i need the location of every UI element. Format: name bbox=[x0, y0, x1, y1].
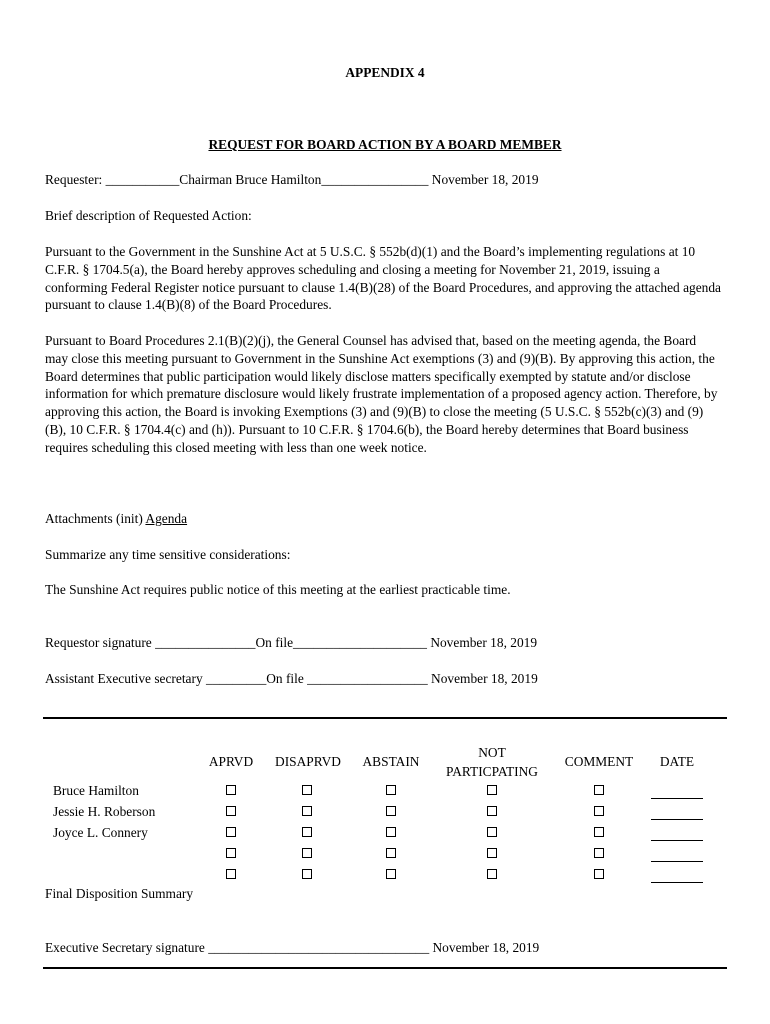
checkbox-comment[interactable] bbox=[594, 827, 604, 837]
col-header-disaprvd: DISAPRVD bbox=[275, 754, 341, 769]
checkbox-not-participating[interactable] bbox=[487, 827, 497, 837]
col-header-abstain: ABSTAIN bbox=[362, 754, 420, 769]
col-header-participating: PARTICPATING bbox=[446, 764, 538, 779]
col-header-date: DATE bbox=[659, 754, 695, 769]
checkbox-comment[interactable] bbox=[594, 848, 604, 858]
date-blank-line[interactable] bbox=[651, 882, 703, 883]
time-sensitive-text: The Sunshine Act requires public notice of this meeting at the earliest practicable time. bbox=[45, 582, 511, 597]
checkbox-aprvd[interactable] bbox=[226, 869, 236, 879]
checkbox-abstain[interactable] bbox=[386, 827, 396, 837]
checkbox-aprvd[interactable] bbox=[226, 827, 236, 837]
checkbox-not-participating[interactable] bbox=[487, 785, 497, 795]
checkbox-abstain[interactable] bbox=[386, 806, 396, 816]
checkbox-abstain[interactable] bbox=[386, 848, 396, 858]
checkbox-disaprvd[interactable] bbox=[302, 785, 312, 795]
checkbox-not-participating[interactable] bbox=[487, 848, 497, 858]
attachments-label: Attachments (init) bbox=[45, 511, 146, 526]
paragraph-approval: Pursuant to the Government in the Sunshine Act at 5 U.S.C. § 552b(d)(1) and the Board’s implementing regulations at 10 C.F.R. § 1704.5(a), the Board hereby approves scheduling and closing a meeting for November 21, 2019, issuing a conforming Federal Register notice pursuant to clause 1.4(B)(28) of the Board Procedures, and approving the attached agenda pursuant to clause 1.4(B)(8) of the Board Procedures. bbox=[45, 244, 722, 313]
col-header-aprvd: APRVD bbox=[208, 754, 254, 769]
checkbox-abstain[interactable] bbox=[386, 785, 396, 795]
date-blank-line[interactable] bbox=[651, 861, 703, 862]
appendix-title: APPENDIX 4 bbox=[345, 65, 425, 80]
top-divider bbox=[43, 717, 727, 719]
checkbox-comment[interactable] bbox=[594, 806, 604, 816]
requestor-signature-line: Requestor signature _______________On file____________________ November 18, 2019 bbox=[45, 635, 538, 650]
checkbox-aprvd[interactable] bbox=[226, 848, 236, 858]
checkbox-abstain[interactable] bbox=[386, 869, 396, 879]
checkbox-not-participating[interactable] bbox=[487, 806, 497, 816]
bottom-divider bbox=[43, 967, 727, 969]
date-blank-line[interactable] bbox=[651, 819, 703, 820]
date-blank-line[interactable] bbox=[651, 798, 703, 799]
member-name: Bruce Hamilton bbox=[53, 783, 139, 798]
checkbox-not-participating[interactable] bbox=[487, 869, 497, 879]
checkbox-disaprvd[interactable] bbox=[302, 848, 312, 858]
assistant-secretary-line: Assistant Executive secretary _________On file __________________ November 18, 2019 bbox=[45, 671, 538, 686]
checkbox-disaprvd[interactable] bbox=[302, 869, 312, 879]
date-blank-line[interactable] bbox=[651, 840, 703, 841]
attachments-value: Agenda bbox=[145, 511, 188, 526]
paragraph-closure-justification: Pursuant to Board Procedures 2.1(B)(2)(j), the General Counsel has advised that, based on the meeting agenda, the Board may close this meeting pursuant to Government in the Sunshine Act exemptions (3) and (9)(B). By approving this action, the Board determines that public participation would likely disclose matters specifically exempted by statute and/or disclose information for which premature disclosure would likely frustrate implementation of a proposed agency action. Therefore, by approving this action, the Board is invoking Exemptions (3) and (9)(B) to close the meeting (5 U.S.C. § 552b(c)(3) and (9)(B), 10 C.F.R. § 1704.4(c) and (h)). Pursuant to 10 C.F.R. § 1704.6(b), the Board hereby determines that Board business requires scheduling this closed meeting with less than one week notice. bbox=[45, 333, 718, 455]
form-title: REQUEST FOR BOARD ACTION BY A BOARD MEMBER bbox=[208, 137, 562, 152]
member-name: Jessie H. Roberson bbox=[53, 804, 156, 819]
col-header-not: NOT bbox=[478, 745, 506, 760]
checkbox-aprvd[interactable] bbox=[226, 785, 236, 795]
col-header-comment: COMMENT bbox=[564, 754, 634, 769]
checkbox-comment[interactable] bbox=[594, 785, 604, 795]
brief-description-label: Brief description of Requested Action: bbox=[45, 208, 252, 223]
checkbox-aprvd[interactable] bbox=[226, 806, 236, 816]
checkbox-disaprvd[interactable] bbox=[302, 806, 312, 816]
executive-signature-line: Executive Secretary signature _________________________________ November 18, 2019 bbox=[45, 940, 540, 955]
time-sensitive-label: Summarize any time sensitive considerations: bbox=[45, 547, 291, 562]
requester-line: Requester: ___________Chairman Bruce Hamilton________________ November 18, 2019 bbox=[45, 172, 539, 187]
checkbox-disaprvd[interactable] bbox=[302, 827, 312, 837]
checkbox-comment[interactable] bbox=[594, 869, 604, 879]
member-name: Joyce L. Connery bbox=[53, 825, 148, 840]
final-disposition-label: Final Disposition Summary bbox=[45, 886, 194, 901]
attachments-line bbox=[45, 510, 187, 528]
